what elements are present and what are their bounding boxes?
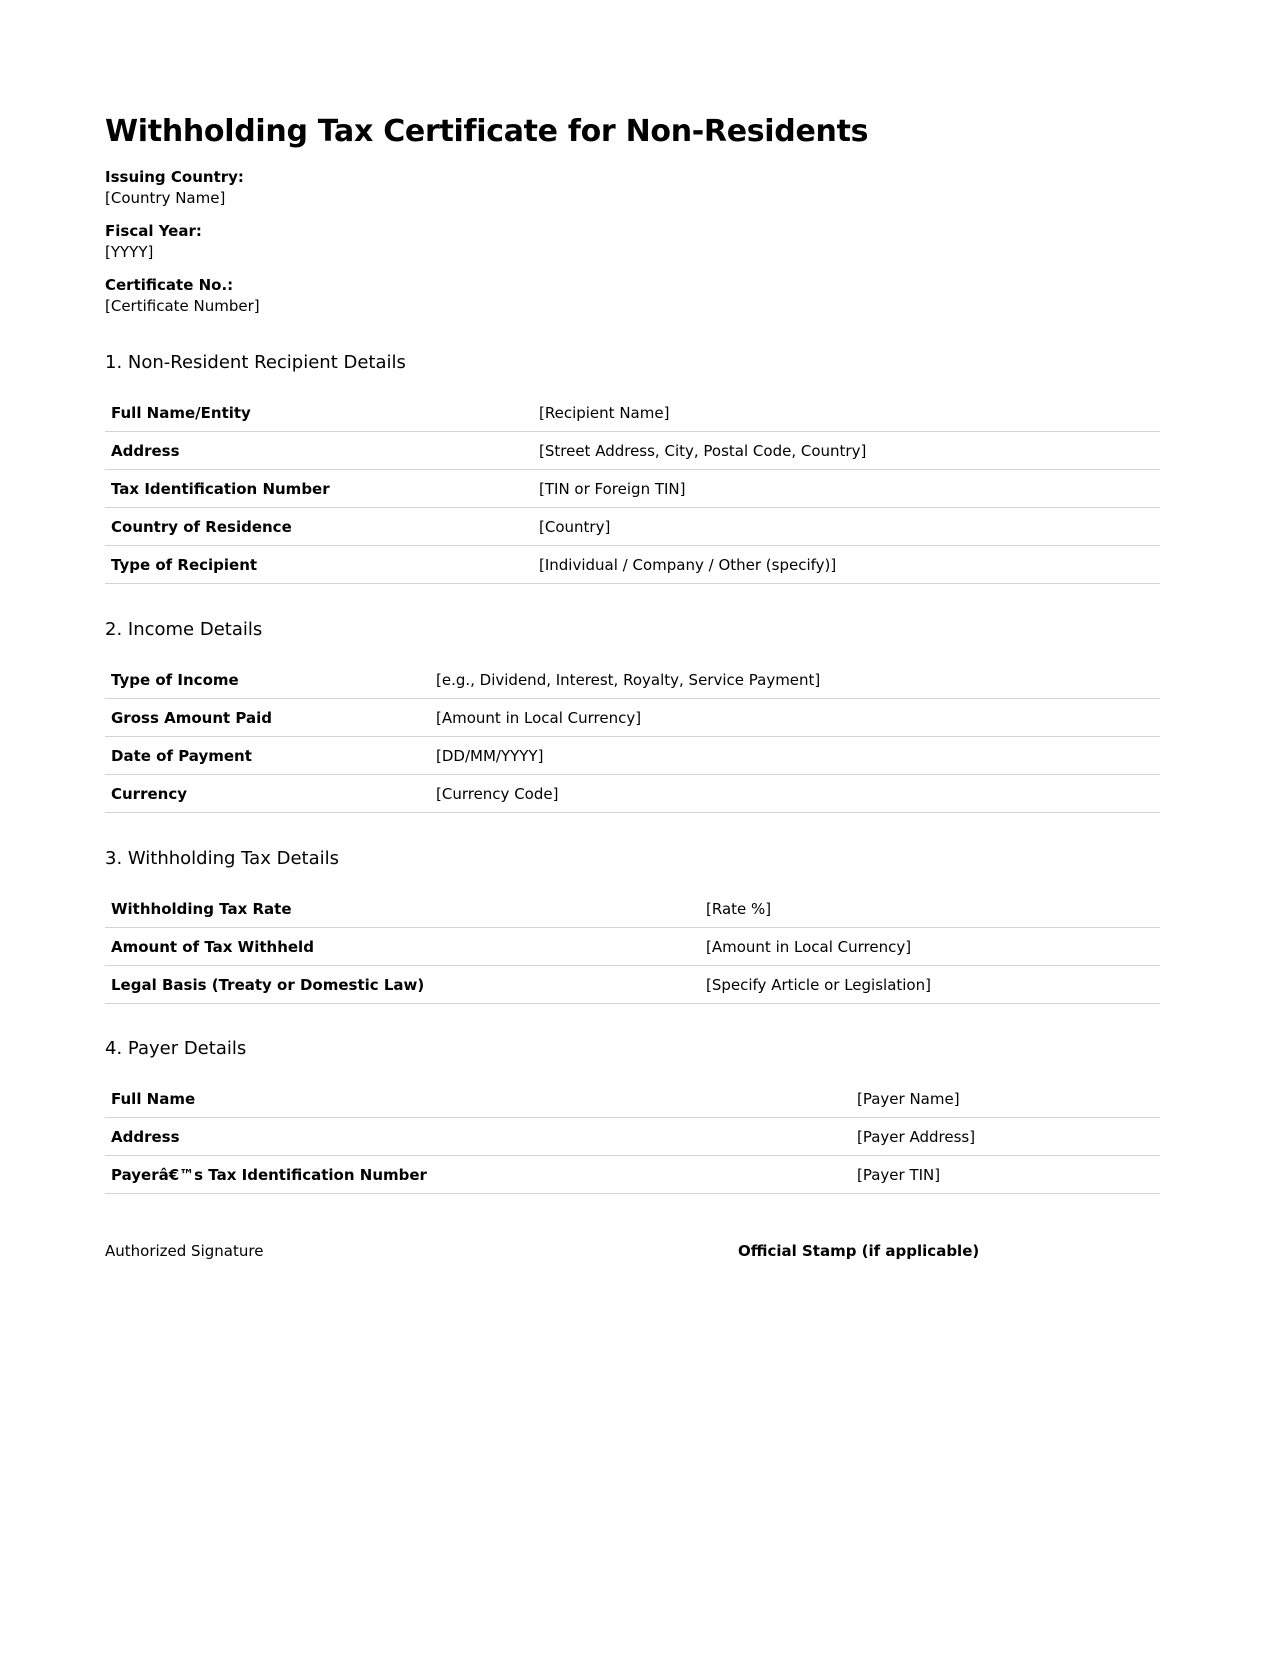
row-value: [TIN or Foreign TIN] [533,470,1160,508]
certificate-number-block [105,275,260,317]
table-row [105,1080,1160,1118]
section-heading-withholding: 3. Withholding Tax Details [105,848,339,869]
row-value: [Specify Article or Legislation] [700,966,1160,1004]
row-label: Address [105,1118,851,1156]
section-heading-payer: 4. Payer Details [105,1038,247,1059]
table-row [105,890,1160,928]
row-label: Currency [105,775,430,813]
row-value: [Currency Code] [430,775,1160,813]
certificate-number-value: [Certificate Number] [105,297,260,315]
official-stamp-label: Official Stamp (if applicable) [738,1242,980,1260]
table-row [105,470,1160,508]
row-label: Full Name/Entity [105,394,533,432]
row-label: Legal Basis (Treaty or Domestic Law) [105,966,700,1004]
fiscal-year-block [105,221,202,263]
row-label: Address [105,432,533,470]
issuing-country-label: Issuing Country: [105,168,244,186]
row-value: [Individual / Company / Other (specify)] [533,546,1160,584]
table-row [105,432,1160,470]
table-row [105,546,1160,584]
table-row [105,394,1160,432]
row-value: [Recipient Name] [533,394,1160,432]
row-value: [DD/MM/YYYY] [430,737,1160,775]
row-value: [Payer Address] [851,1118,1160,1156]
table-row [105,775,1160,813]
authorized-signature-label: Authorized Signature [105,1242,264,1260]
row-value: [Amount in Local Currency] [430,699,1160,737]
payer-details-table [105,1080,1160,1194]
section-heading-recipient: 1. Non-Resident Recipient Details [105,352,406,373]
recipient-details-table [105,394,1160,584]
row-label: Country of Residence [105,508,533,546]
certificate-number-label: Certificate No.: [105,276,234,294]
issuing-country-block [105,167,244,209]
section-heading-income: 2. Income Details [105,619,263,640]
row-label: Type of Income [105,661,430,699]
fiscal-year-label: Fiscal Year: [105,222,202,240]
row-label: Full Name [105,1080,851,1118]
table-row [105,737,1160,775]
table-row [105,699,1160,737]
income-details-table [105,661,1160,813]
row-label: Type of Recipient [105,546,533,584]
fiscal-year-value: [YYYY] [105,243,154,261]
issuing-country-value: [Country Name] [105,189,226,207]
table-row [105,928,1160,966]
row-value: [Payer TIN] [851,1156,1160,1194]
row-value: [e.g., Dividend, Interest, Royalty, Service Payment] [430,661,1160,699]
row-label: Date of Payment [105,737,430,775]
document-title: Withholding Tax Certificate for Non-Residents [105,114,869,149]
row-label: Amount of Tax Withheld [105,928,700,966]
table-row [105,1156,1160,1194]
withholding-details-table [105,890,1160,1004]
table-row [105,508,1160,546]
row-label: Tax Identification Number [105,470,533,508]
row-value: [Payer Name] [851,1080,1160,1118]
row-value: [Country] [533,508,1160,546]
row-label: Payerâ€™s Tax Identification Number [105,1156,851,1194]
row-value: [Amount in Local Currency] [700,928,1160,966]
row-label: Gross Amount Paid [105,699,430,737]
row-value: [Street Address, City, Postal Code, Country] [533,432,1160,470]
table-row [105,661,1160,699]
row-label: Withholding Tax Rate [105,890,700,928]
row-value: [Rate %] [700,890,1160,928]
table-row [105,966,1160,1004]
table-row [105,1118,1160,1156]
